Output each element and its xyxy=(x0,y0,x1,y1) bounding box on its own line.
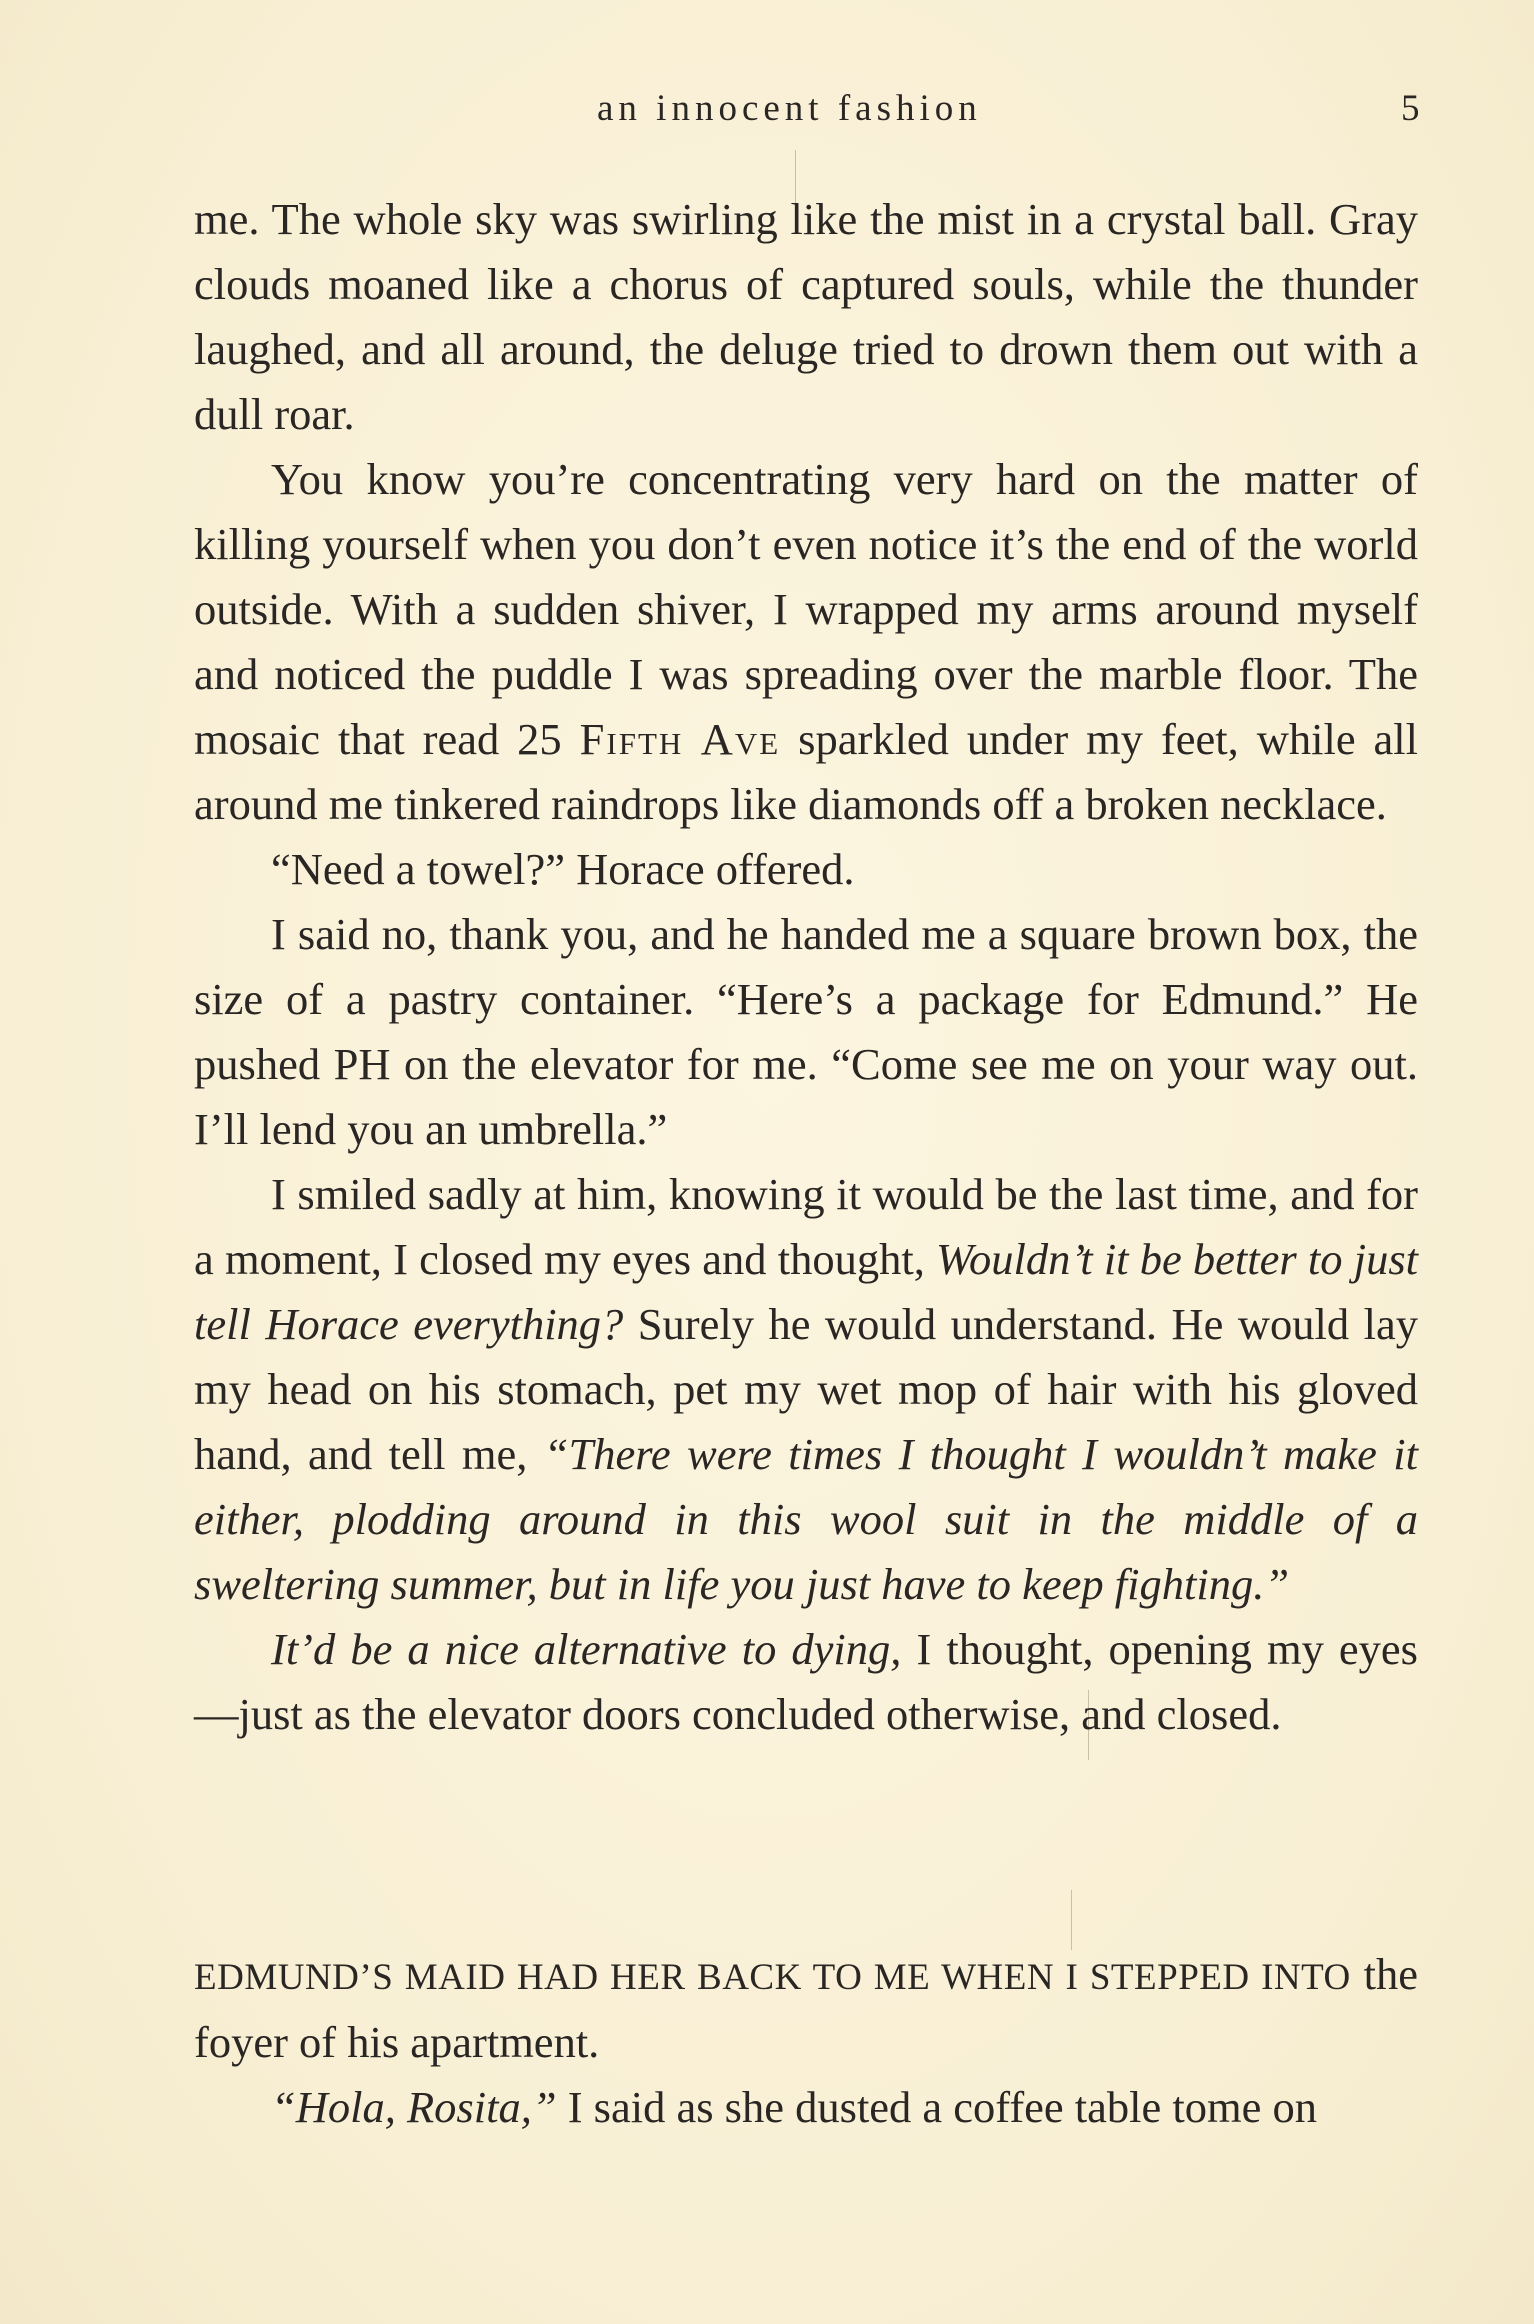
running-head xyxy=(0,84,1534,134)
paragraph-text: I said as she dusted a coffee table tome on xyxy=(556,2082,1317,2132)
paragraph-text: Surely he would understand. He would lay my head on his stomach, pet my wet mop of hair with his gloved hand, and tell me, xyxy=(194,1299,1418,1479)
running-title: an innocent fashion xyxy=(597,88,982,129)
section-break xyxy=(194,1747,1418,1942)
paragraph-text: I said no, thank you, and he handed me a square brown box, the size of a pastry container. “Here’s a package for Edmund.” He pushed PH on the elevator for me. “Come see me on your way out. I’ll lend you an umbrella.” xyxy=(194,909,1418,1154)
paragraph-text: You know you’re concentrating very hard on the matter of killing yourself when you don’t even notice it’s the end of the world outside. With a sudden shiver, I wrapped my arms around myself and noticed the puddle I was spreading over the marble floor. The mosaic that read 25 xyxy=(194,454,1418,764)
paragraph xyxy=(194,187,1418,447)
paragraph xyxy=(194,902,1418,1162)
paragraph-text: I smiled sadly at him, knowing it would be the last time, and for a moment, I closed my eyes and thought, xyxy=(194,1169,1418,1284)
paragraph xyxy=(194,1942,1418,2075)
paragraph xyxy=(194,1162,1418,1617)
italic-thought: Wouldn’t it be better to just tell Horace everything? xyxy=(194,1234,1419,1349)
paragraph xyxy=(194,447,1418,837)
italic-quote: “There were times I thought I wouldn’t make it either, plodding around in this wool suit in the middle of a sweltering summer, but in life you just have to keep fighting.” xyxy=(194,1429,1418,1609)
paragraph xyxy=(194,2075,1418,2140)
paragraph-text: “Need a towel?” Horace offered. xyxy=(271,844,855,894)
paragraph xyxy=(194,837,1418,902)
paragraph-text: I thought, opening my eyes—just as the elevator doors concluded otherwise, and closed. xyxy=(194,1624,1418,1739)
section-opening-caps: EDMUND’S MAID HAD HER BACK TO ME WHEN I STEPPED INTO xyxy=(194,1957,1351,1998)
paragraph-text: me. The whole sky was swirling like the mist in a crystal ball. Gray clouds moaned like a chorus of captured souls, while the thunder laughed, and all around, the deluge tried to drown them out with a dull roar. xyxy=(194,194,1418,439)
italic-dialogue: “Hola, Rosita,” xyxy=(271,2082,557,2132)
italic-thought: It’d be a nice alternative to dying, xyxy=(271,1624,902,1674)
body-text xyxy=(194,187,1418,2140)
paragraph xyxy=(194,1617,1418,1747)
paragraph-text: sparkled under my feet, while all around me tinkered raindrops like diamonds off a broken necklace. xyxy=(194,714,1418,829)
small-caps-address: Fifth Ave xyxy=(579,714,781,764)
page-number: 5 xyxy=(1401,88,1420,129)
paragraph-text: the foyer of his apartment. xyxy=(194,1949,1419,2067)
